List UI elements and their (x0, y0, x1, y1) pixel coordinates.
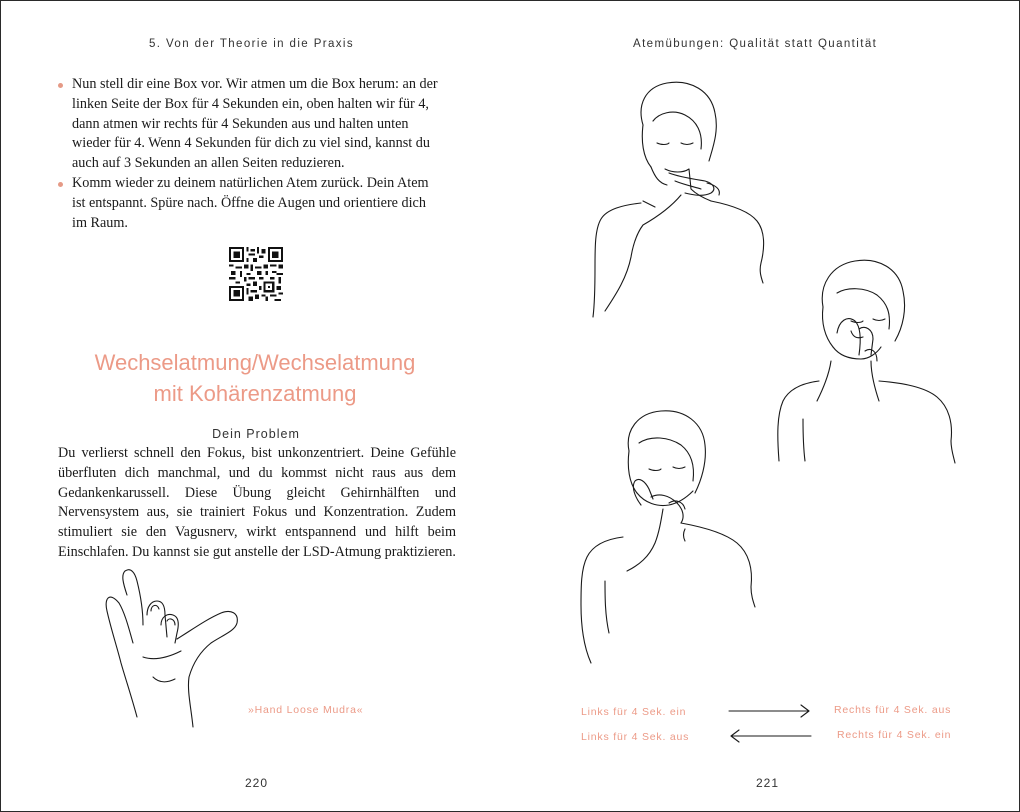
figure-breathing-2-illustration (767, 251, 977, 471)
list-item-text: Nun stell dir eine Box vor. Wir atmen um die Box herum: an der linken Seite der Box für 4 Sekunden ein, oben halten wir für 4, dann atmen wir rechts für 4 Sekunden aus und halten unten wieder für 4. Wenn 4 Sekunden für dich zu viel sind, kannst du auch auf 3 Sekunden an allen Seiten reduzieren. (72, 76, 438, 172)
page-number-left: 220 (245, 776, 269, 790)
bullet-dot-icon (58, 83, 63, 88)
instruction-list (58, 75, 443, 233)
right-page (511, 1, 1019, 811)
qr-code[interactable] (229, 247, 283, 301)
breath-label-left-in: Links für 4 Sek. ein (581, 706, 687, 718)
headline-line: Wechselatmung/Wechselatmung (94, 350, 416, 375)
left-page (1, 1, 511, 811)
arrow-right-icon (725, 703, 815, 719)
figure-breathing-1-illustration (581, 77, 781, 327)
hand-mudra-illustration (97, 567, 267, 737)
body-paragraph: Du verlierst schnell den Fokus, bist unkonzentriert. Deine Gefühle überfluten dich manchmal, und du kommst nicht raus aus dem Gedankenkarussell. Diese Übung gleicht Gehirnhälften und Nervensystem aus, sie trainiert Fokus und Konzentration. Zudem stimuliert sie den Vagusnerv, wirkt entspannend und hilft beim Einschlafen. Du kannst sie gut anstelle der LSD-Atmung praktizieren. (58, 445, 456, 560)
page-number-right: 221 (756, 776, 780, 790)
section-headline (41, 347, 469, 409)
headline-line: mit Kohärenzatmung (153, 381, 357, 406)
figure-breathing-3-illustration (565, 405, 765, 667)
breath-label-right-in: Rechts für 4 Sek. ein (837, 729, 952, 741)
list-item (58, 75, 443, 174)
bullet-dot-icon (58, 182, 63, 187)
breath-label-left-out: Links für 4 Sek. aus (581, 731, 690, 743)
hand-caption: »Hand Loose Mudra« (248, 704, 364, 716)
subheading: Dein Problem (212, 427, 300, 441)
list-item-text: Komm wieder zu deinem natürlichen Atem zurück. Dein Atem ist entspannt. Spüre nach. Öffne die Augen und orientiere dich im Raum. (72, 174, 429, 231)
arrow-left-icon (725, 728, 815, 744)
running-head-right: Atemübungen: Qualität statt Quantität (633, 38, 878, 50)
running-head-left: 5. Von der Theorie in die Praxis (149, 38, 355, 50)
breath-label-right-out: Rechts für 4 Sek. aus (834, 704, 952, 716)
list-item (58, 174, 443, 233)
